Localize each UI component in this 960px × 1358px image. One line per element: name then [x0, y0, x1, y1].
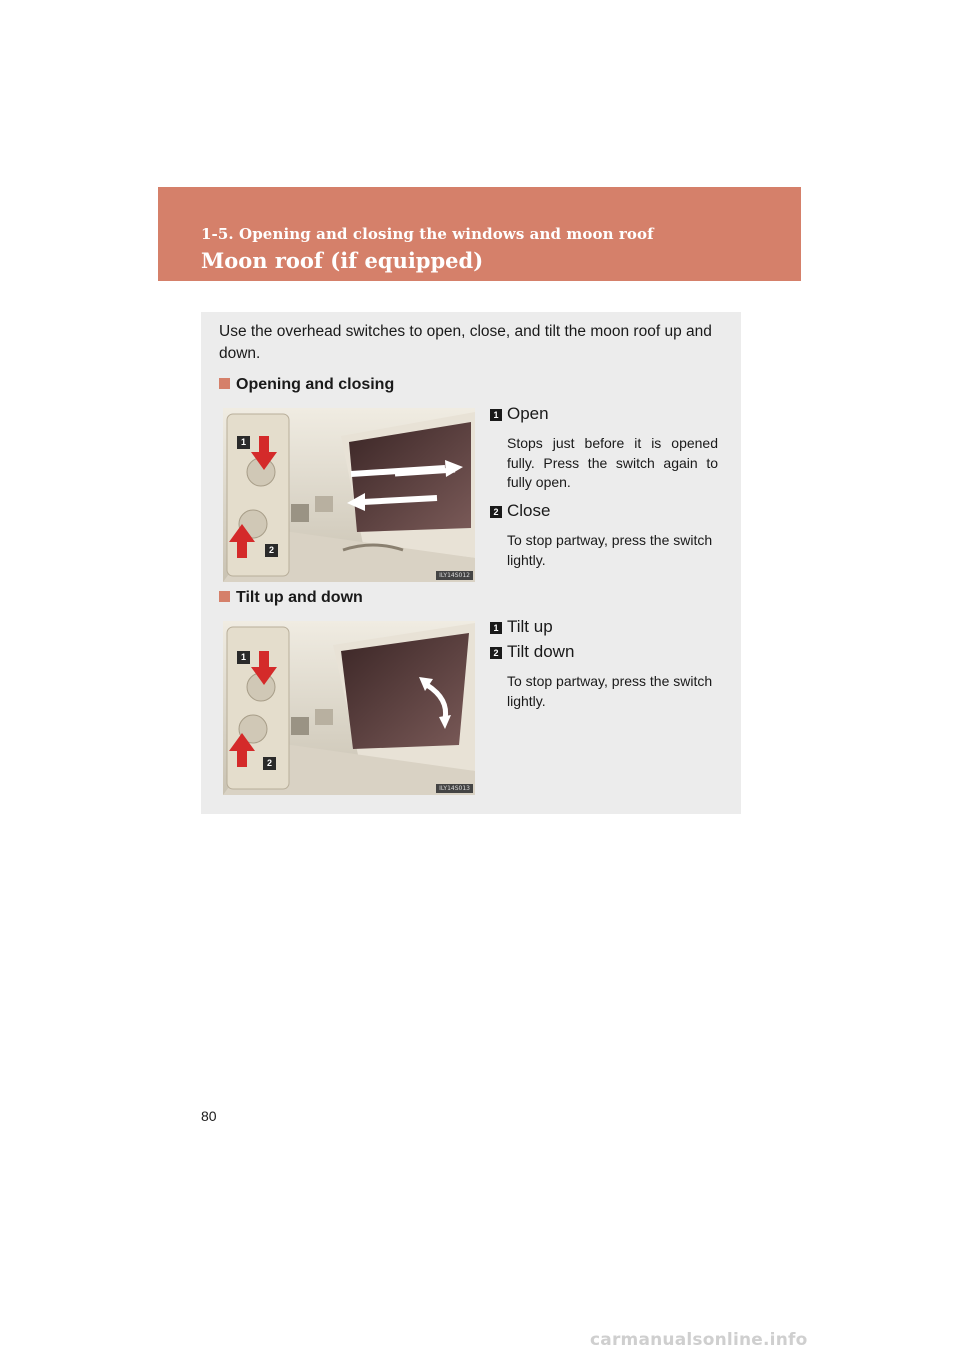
callout-2: 2 [263, 757, 276, 770]
item-description: Stops just before it is opened fully. Press the switch again to fully open. [507, 435, 718, 490]
item-label: Close [507, 501, 551, 520]
item-description: To stop partway, press the switch lightly. [507, 673, 713, 709]
watermark: carmanualsonline.info [590, 1330, 808, 1350]
number-badge: 1 [490, 409, 502, 421]
moon-roof-tilt-illustration [223, 621, 475, 795]
page-title: Moon roof (if equipped) [201, 248, 484, 273]
content-panel [201, 312, 741, 814]
callout-2: 2 [265, 544, 278, 557]
callout-1: 1 [237, 651, 250, 664]
square-bullet-icon [219, 591, 230, 602]
illustration-open-close [223, 408, 475, 582]
section-header [158, 187, 801, 281]
intro-text: Use the overhead switches to open, close, and tilt the moon roof up and down. [219, 323, 712, 362]
figure-code: ILY14S013 [436, 784, 473, 793]
item-label: Open [507, 404, 549, 423]
number-badge: 1 [490, 622, 502, 634]
item-label: Tilt down [507, 642, 575, 661]
number-badge: 2 [490, 647, 502, 659]
square-bullet-icon [219, 378, 230, 389]
section-label: 1-5. Opening and closing the windows and moon roof [201, 225, 654, 243]
moon-roof-switch-illustration [223, 408, 475, 582]
subheading-opening-closing: Opening and closing [219, 376, 394, 394]
callout-1: 1 [237, 436, 250, 449]
page-number: 80 [201, 1108, 217, 1124]
number-badge: 2 [490, 506, 502, 518]
illustration-tilt [223, 621, 475, 795]
subheading-tilt: Tilt up and down [219, 589, 363, 607]
figure-code: ILY14S012 [436, 571, 473, 580]
item-description: To stop partway, press the switch lightly. [507, 532, 713, 568]
item-label: Tilt up [507, 617, 553, 636]
